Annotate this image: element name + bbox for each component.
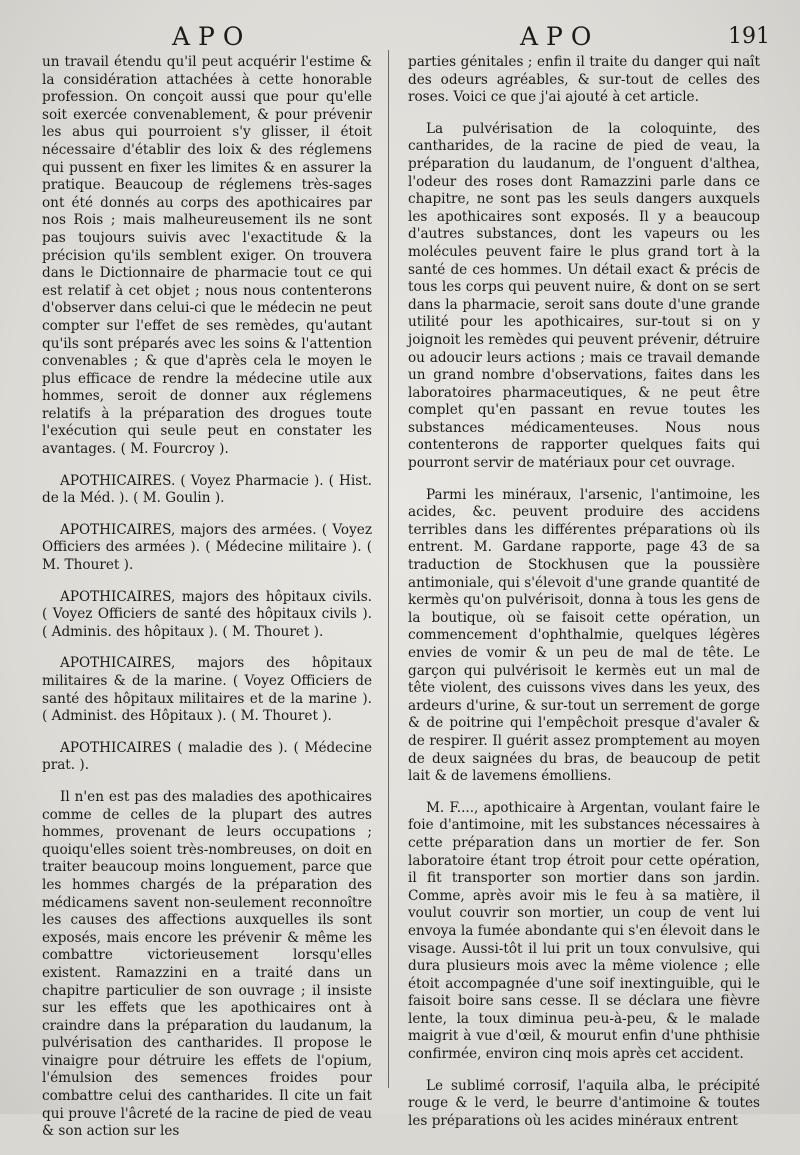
- entry-apothicaires-armees: APOTHICAIRES, majors des armées. ( Voyez Officiers des armées ). ( Médecine militaire ). ( M. Thouret ).: [42, 521, 372, 574]
- right-running-head: APO: [520, 22, 600, 51]
- page-number: 191: [728, 24, 770, 49]
- paragraph-sublime: Le sublimé corrosif, l'aquila alba, le précipité rouge & le verd, le beurre d'antimoine & toutes les préparations où les acides minéraux entrent: [408, 1077, 760, 1129]
- entry-apothicaires-maladie: APOTHICAIRES ( maladie des ). ( Médecine prat. ).: [42, 739, 372, 774]
- left-column: [42, 54, 372, 1155]
- column-divider: [388, 50, 389, 1088]
- paragraph-pulverisation: La pulvérisation de la coloquinte, des cantharides, de la racine de pied de veau, la préparation du laudanum, de l'onguent d'althea, l'odeur des roses dont Ramazzini parle dans ce chapitre, ne sont pas les seuls dangers auxquels les apothicaires sont exposés. Il y a beaucoup d'autres substances, dont les vapeurs ou les molécules peuvent faire le plus grand tort à la santé de ces hommes. Un détail exact & précis de tous les corps qui peuvent nuire, & dont on se sert dans la pharmacie, seroit sans doute d'une grande utilité pour les apothicaires, sur-tout si on y joignoit les remèdes qui peuvent prévenir, détruire ou adoucir leurs actions ; mais ce travail demande un grand nombre d'observations, faites dans les laboratoires pharmaceutiques, & ne peut être complet qu'en passant en revue toutes les substances médicamenteuses. Nous nous contenterons de rapporter quelques faits qui pourront servir de matériaux pour cet ouvrage.: [408, 120, 760, 472]
- paragraph-mineraux: Parmi les minéraux, l'arsenic, l'antimoine, les acides, &c. peuvent produire des accidens terribles dans les différentes préparations où ils entrent. M. Gardane rapporte, page 43 de sa traduction de Stockhusen que la poussière antimoniale, qui s'élevoit d'une grande quantité de kermès qu'on pulvérisoit, donna à tous les gens de la boutique, où se faisoit cette opération, un commencement d'ophthalmie, quelques légères envies de vomir & un peu de mal de tête. Le garçon qui pulvérisoit le kermès eut un mal de tête violent, des cuissons vives dans les yeux, des ardeurs d'urine, & sur-tout un serrement de gorge & de poitrine qui l'empêchoit presque d'avaler & de respirer. Il guérit assez promptement au moyen de deux saignées du bras, de beaucoup de petit lait & de lavemens émolliens.: [408, 486, 760, 785]
- paragraph-continuation: un travail étendu qu'il peut acquérir l'estime & la considération attachées à cette honorable profession. On conçoit aussi que pour qu'elle soit exercée convenablement, & pour prévenir les abus qui pourroient s'y glisser, il étoit nécessaire d'établir des loix & des réglemens qui pussent en fixer les limites & en assurer la pratique. Beaucoup de réglemens très-sages ont été donnés au corps des apothicaires par nos Rois ; mais malheureusement ils ne sont pas toujours suivis avec l'exactitude & la précision qu'ils semblent exiger. On trouvera dans le Dictionnaire de pharmacie tout ce qui est relatif à cet objet ; nous nous contenterons d'observer dans celui-ci que le médecin ne peut compter sur l'effet de ses remèdes, qu'autant qu'ils sont préparés avec les soins & l'attention convenables ; & que d'après cela le moyen le plus efficace de rendre la médecine utile aux hommes, seroit de donner aux réglemens relatifs à la préparation des drogues toute l'exécution qui seule peut en constater les avantages. ( M. Fourcroy ).: [42, 54, 372, 458]
- entry-apothicaires-hopitaux-civils: APOTHICAIRES, majors des hôpitaux civils. ( Voyez Officiers de santé des hôpitaux civils ). ( Adminis. des hôpitaux ). ( M. Thouret ).: [42, 588, 372, 640]
- left-running-head: APO: [172, 22, 252, 51]
- right-column: [408, 54, 760, 1144]
- paragraph-argentan: M. F...., apothicaire à Argentan, voulant faire le foie d'antimoine, mit les substances nécessaires à cette préparation dans un mortier de fer. Son laboratoire étant trop étroit pour cette opération, il fit transporter son mortier dans son jardin. Comme, après avoir mis le feu à sa matière, il voulut couvrir son mortier, un coup de vent lui envoya la fumée abondante qui s'en élevoit dans le visage. Aussi-tôt il lui prit un toux convulsive, qui dura plusieurs mois avec la même violence ; elle étoit accompagnée d'une soif inextinguible, qui le faisoit boire sans cesse. Il se déclara une fièvre lente, la toux diminua peu-à-peu, & le malade maigrit à vue d'œil, & mourut enfin d'une phthisie confirmée, environ cinq mois après cet accident.: [408, 799, 760, 1063]
- entry-apothicaires-hopitaux-militaires: APOTHICAIRES, majors des hôpitaux militaires & de la marine. ( Voyez Officiers de santé des hôpitaux militaires et de la marine ). ( Administ. des Hôpitaux ). ( M. Thouret ).: [42, 655, 372, 725]
- paragraph-maladies: Il n'en est pas des maladies des apothicaires comme de celles de la plupart des autres hommes, provenant de leurs occupations ; quoiqu'elles soient très-nombreuses, on doit en traiter beaucoup moins longuement, parce que les hommes chargés de la préparation des médicamens savent non-seulement reconnoître les causes des affections auxquelles ils sont exposés, mais encore les prévenir & même les combattre victorieusement lorsqu'elles existent. Ramazzini en a traité dans un chapitre particulier de son ouvrage ; il insiste sur les effets que les apothicaires ont à craindre dans la préparation du laudanum, la pulvérisation des cantharides. Il propose le vinaigre pour détruire les effets de l'opium, l'émulsion des semences froides pour combattre celui des cantharides. Il cite un fait qui prouve l'âcreté de la racine de pied de veau & son action sur les: [42, 788, 372, 1140]
- entry-apothicaires: APOTHICAIRES. ( Voyez Pharmacie ). ( Hist. de la Méd. ). ( M. Goulin ).: [42, 472, 372, 507]
- paragraph-continuation-right: parties génitales ; enfin il traite du danger qui naît des odeurs agréables, & sur-tout de celles des roses. Voici ce que j'ai ajouté à cet article.: [408, 54, 760, 106]
